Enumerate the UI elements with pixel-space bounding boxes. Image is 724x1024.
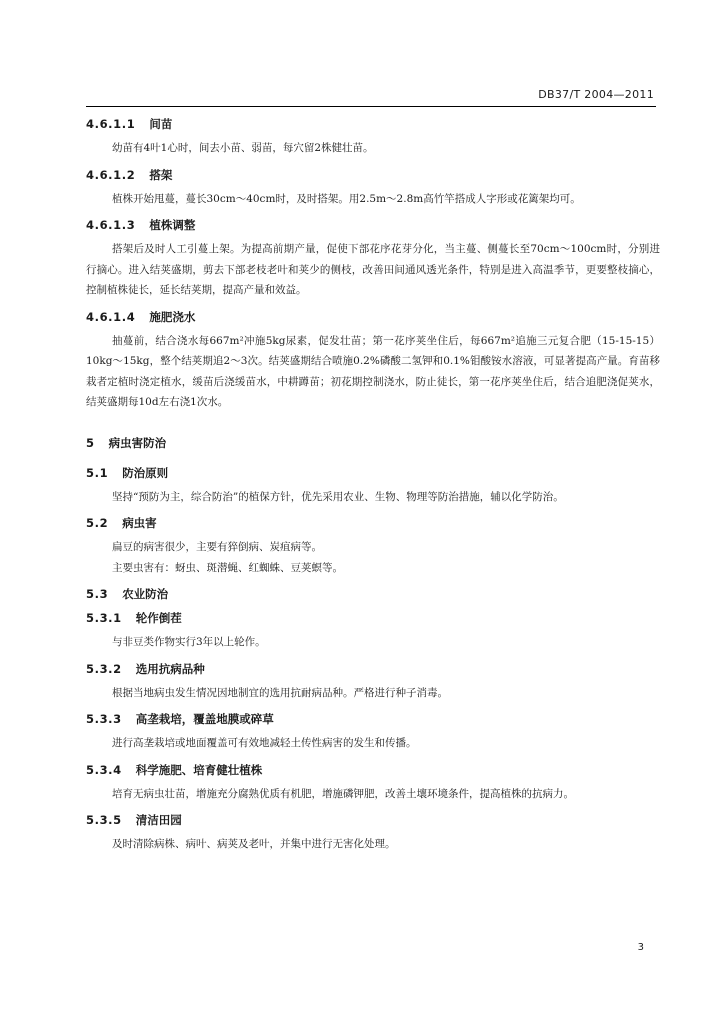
section-heading bbox=[86, 657, 660, 681]
section-5-3-4 bbox=[86, 758, 660, 805]
section-title: 施肥浇水 bbox=[149, 309, 196, 324]
paragraph: 及时清除病株、病叶、病荚及老叶，并集中进行无害化处理。 bbox=[112, 838, 396, 850]
section-number: 5.3.5 bbox=[86, 813, 122, 827]
section-title: 轮作倒茬 bbox=[135, 611, 182, 625]
paragraph: 搭架后及时人工引蔓上架。为提高前期产量，促使下部花序花芽分化，当主蔓、侧蔓长至70cm～100cm时，分别进行摘心。进入结荚盛期，剪去下部老枝老叶和荚少的侧枝，改善田间通风透光条件，特别是进入高温季节，更要整枝摘心，控制植株徒长，延长结荚期，提高产量和效益。 bbox=[86, 243, 660, 296]
section-title: 农业防治 bbox=[122, 587, 169, 601]
paragraph: 与非豆类作物实行3年以上轮作。 bbox=[112, 636, 266, 648]
section-title: 清洁田园 bbox=[135, 813, 182, 827]
section-heading bbox=[86, 163, 660, 187]
section-title: 科学施肥、培育健壮植株 bbox=[135, 762, 263, 777]
section-heading bbox=[86, 606, 660, 630]
section-title: 病虫害防治 bbox=[108, 435, 167, 450]
section-number: 4.6.1.1 bbox=[86, 117, 136, 131]
section-number: 4.6.1.2 bbox=[86, 167, 136, 182]
section-5-3-5 bbox=[86, 808, 660, 855]
section-4-6-1-4 bbox=[86, 305, 660, 413]
section-heading bbox=[86, 112, 660, 136]
standard-code: DB37/T 2004—2011 bbox=[538, 88, 654, 101]
section-title: 病虫害 bbox=[122, 516, 157, 530]
section-heading bbox=[86, 758, 660, 782]
section-number: 5.3.4 bbox=[86, 762, 122, 777]
section-title: 高垄栽培，覆盖地膜或碎草 bbox=[135, 712, 274, 726]
section-4-6-1-2 bbox=[86, 163, 660, 210]
section-heading bbox=[86, 461, 660, 485]
paragraph: 植株开始甩蔓，蔓长30cm～40cm时，及时搭架。用2.5m～2.8m高竹竿搭成人字形或花篱架均可。 bbox=[112, 192, 581, 205]
section-number: 5.2 bbox=[86, 516, 109, 530]
section-5-3-3 bbox=[86, 707, 660, 754]
section-heading bbox=[86, 511, 660, 535]
section-title: 防治原则 bbox=[122, 465, 169, 480]
page-number: 3 bbox=[637, 942, 644, 953]
section-number: 5.1 bbox=[86, 465, 109, 480]
section-number: 5 bbox=[86, 435, 95, 450]
paragraph: 根据当地病虫发生情况因地制宜的选用抗耐病品种。严格进行种子消毒。 bbox=[112, 686, 448, 699]
paragraph: 主要虫害有：蚜虫、斑潜蝇、红蜘蛛、豆荚螟等。 bbox=[112, 561, 343, 574]
paragraph: 培育无病虫壮苗，增施充分腐熟优质有机肥，增施磷钾肥，改善土壤环境条件，提高植株的抗病力。 bbox=[112, 787, 574, 800]
document-body bbox=[86, 112, 660, 859]
chapter-heading bbox=[86, 431, 660, 455]
section-4-6-1-3 bbox=[86, 213, 660, 301]
section-5-2 bbox=[86, 511, 660, 578]
section-number: 4.6.1.4 bbox=[86, 309, 136, 324]
section-number: 5.3.1 bbox=[86, 611, 122, 625]
section-heading bbox=[86, 808, 660, 832]
section-number: 5.3.3 bbox=[86, 712, 122, 726]
section-heading bbox=[86, 305, 660, 329]
section-heading bbox=[86, 707, 660, 731]
section-5-3-1 bbox=[86, 606, 660, 653]
section-number: 5.3.2 bbox=[86, 661, 122, 676]
section-5-3 bbox=[86, 582, 660, 606]
section-5 bbox=[86, 431, 660, 455]
paragraph: 抽蔓前，结合浇水每667m²冲施5kg尿素，促发壮苗；第一花序荚坐住后，每667m²追施三元复合肥（15-15-15）10kg～15kg，整个结荚期追2～3次。结荚盛期结合喷施0.2%磷酸二氢钾和0.1%钼酸铵水溶液，可显著提高产量。育苗移栽者定植时浇定植水，缓苗后浇缓苗水，中耕蹲苗；初花期控制浇水，防止徒长，第一花序荚坐住后，结合追肥浇促荚水，结荚盛期每10d左右浇1次水。 bbox=[86, 334, 660, 408]
section-5-1 bbox=[86, 461, 660, 508]
section-title: 植株调整 bbox=[149, 218, 196, 232]
section-title: 选用抗病品种 bbox=[135, 661, 205, 676]
paragraph: 幼苗有4叶1心时，间去小苗、弱苗，每穴留2株健壮苗。 bbox=[112, 142, 374, 154]
section-5-3-2 bbox=[86, 657, 660, 704]
section-title: 间苗 bbox=[149, 117, 173, 131]
paragraph: 扁豆的病害很少，主要有猝倒病、炭疽病等。 bbox=[112, 541, 322, 553]
section-number: 4.6.1.3 bbox=[86, 218, 136, 232]
paragraph: 进行高垄栽培或地面覆盖可有效地减轻土传性病害的发生和传播。 bbox=[112, 737, 417, 749]
header-divider bbox=[86, 106, 656, 107]
section-4-6-1-1 bbox=[86, 112, 660, 159]
section-title: 搭架 bbox=[149, 167, 173, 182]
section-heading bbox=[86, 582, 660, 606]
section-heading bbox=[86, 213, 660, 237]
section-number: 5.3 bbox=[86, 587, 109, 601]
paragraph: 坚持“预防为主，综合防治”的植保方针，优先采用农业、生物、物理等防治措施，辅以化学防治。 bbox=[112, 490, 564, 503]
